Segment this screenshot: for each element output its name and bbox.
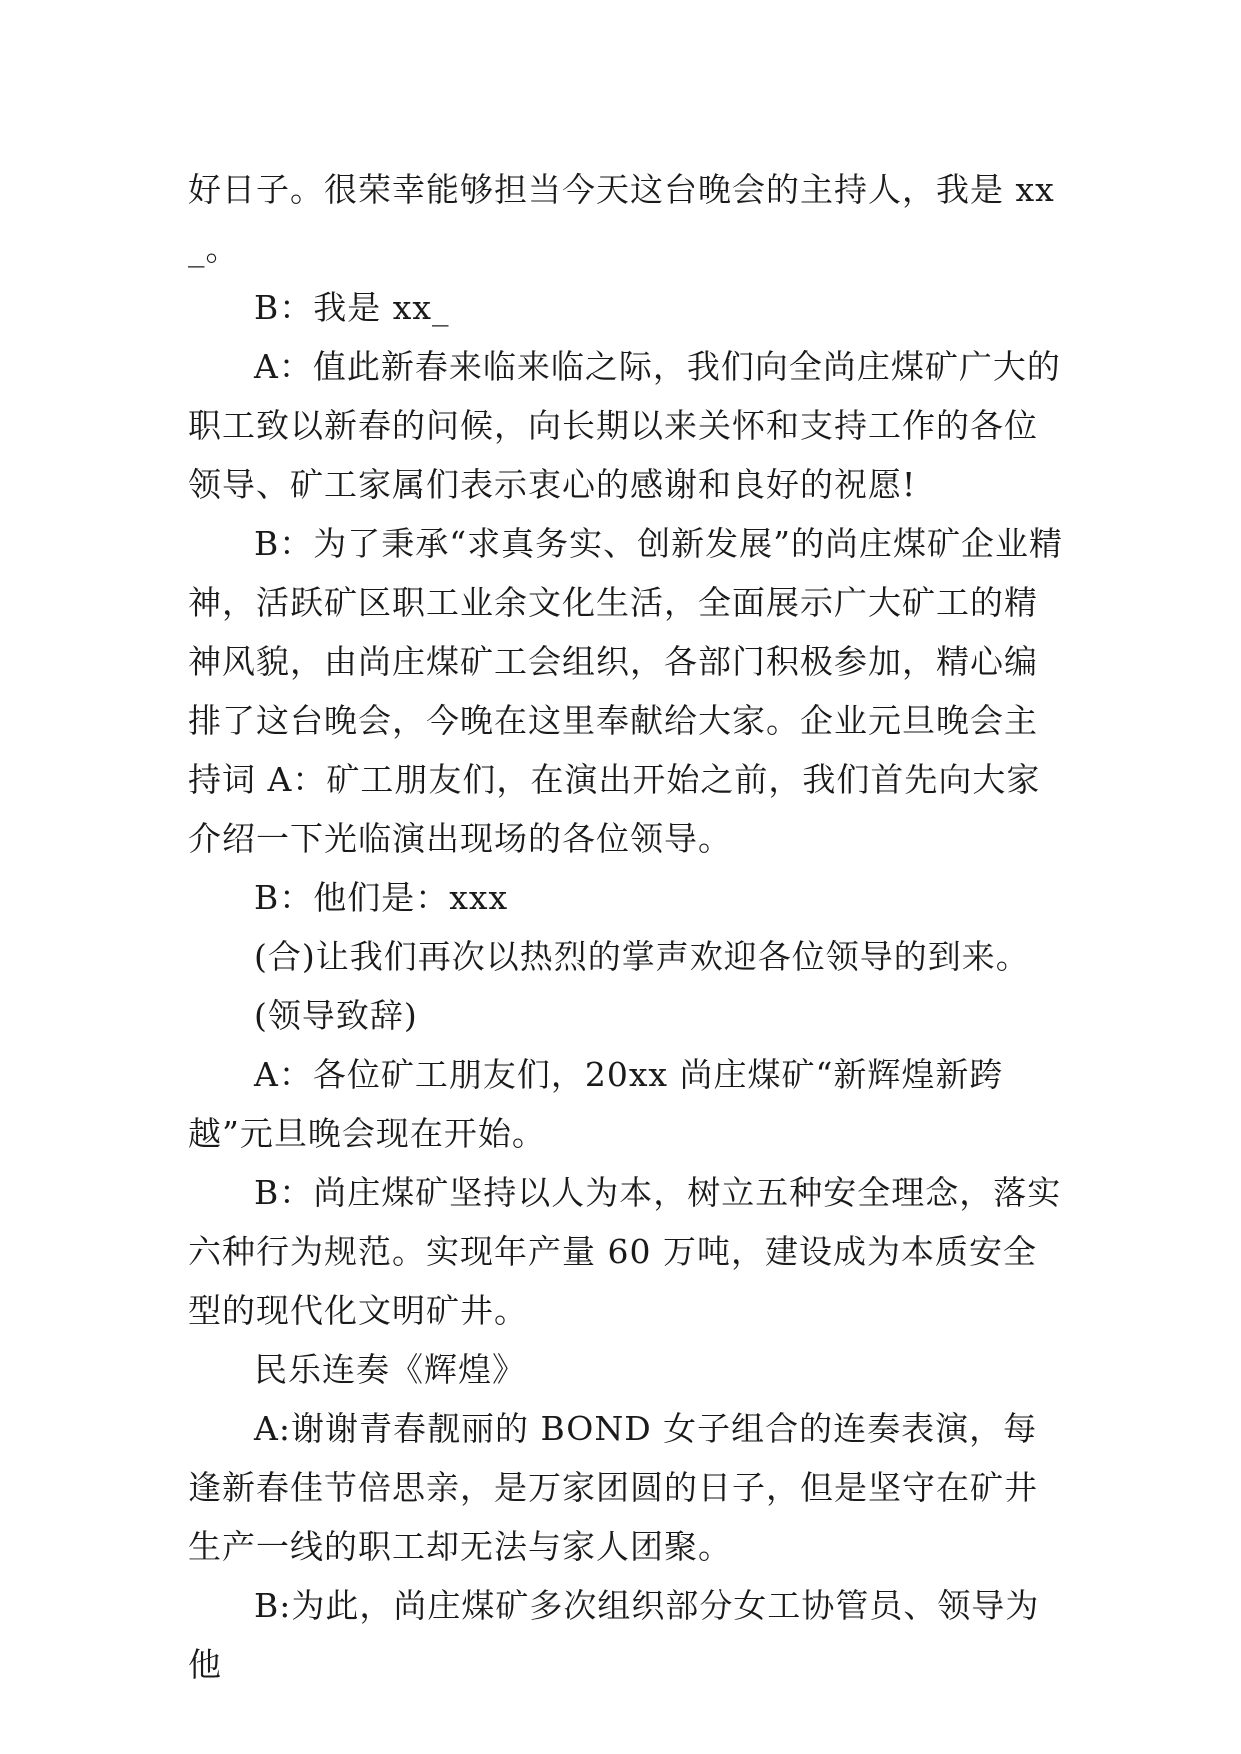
document-body [188, 160, 1068, 1694]
paragraph: A:谢谢青春靓丽的 BOND 女子组合的连奏表演，每逢新春佳节倍思亲，是万家团圆的日子，但是坚守在矿井生产一线的职工却无法与家人团聚。 [188, 1409, 1038, 1566]
paragraph: A：值此新春来临来临之际，我们向全尚庄煤矿广大的职工致以新春的问候，向长期以来关怀和支持工作的各位领导、矿工家属们表示衷心的感谢和良好的祝愿! [188, 347, 1061, 504]
paragraph: B：尚庄煤矿坚持以人为本，树立五种安全理念，落实六种行为规范。实现年产量 60 万吨，建设成为本质安全型的现代化文明矿井。 [188, 1173, 1062, 1330]
paragraph: 民乐连奏《辉煌》 [254, 1350, 526, 1389]
paragraph: (合)让我们再次以热烈的掌声欢迎各位领导的到来。 [254, 937, 1030, 976]
paragraph: A：各位矿工朋友们，20xx 尚庄煤矿“新辉煌新跨越”元旦晚会现在开始。 [188, 1055, 1004, 1153]
paragraph: 好日子。很荣幸能够担当今天这台晚会的主持人，我是 xx_。 [188, 170, 1055, 268]
paragraph: B：为了秉承“求真务实、创新发展”的尚庄煤矿企业精神，活跃矿区职工业余文化生活，全面展示广大矿工的精神风貌，由尚庄煤矿工会组织，各部门积极参加，精心编排了这台晚会，今晚在这里奉献给大家。企业元旦晚会主持词 A：矿工朋友们，在演出开始之前，我们首先向大家介绍一下光临演出现场的各位领导。 [188, 524, 1063, 858]
paragraph: B:为此，尚庄煤矿多次组织部分女工协管员、领导为他 [188, 1586, 1040, 1684]
paragraph: (领导致辞) [254, 996, 418, 1035]
paragraph: B：他们是：xxx [254, 878, 509, 917]
paragraph: B：我是 xx_ [254, 288, 450, 327]
